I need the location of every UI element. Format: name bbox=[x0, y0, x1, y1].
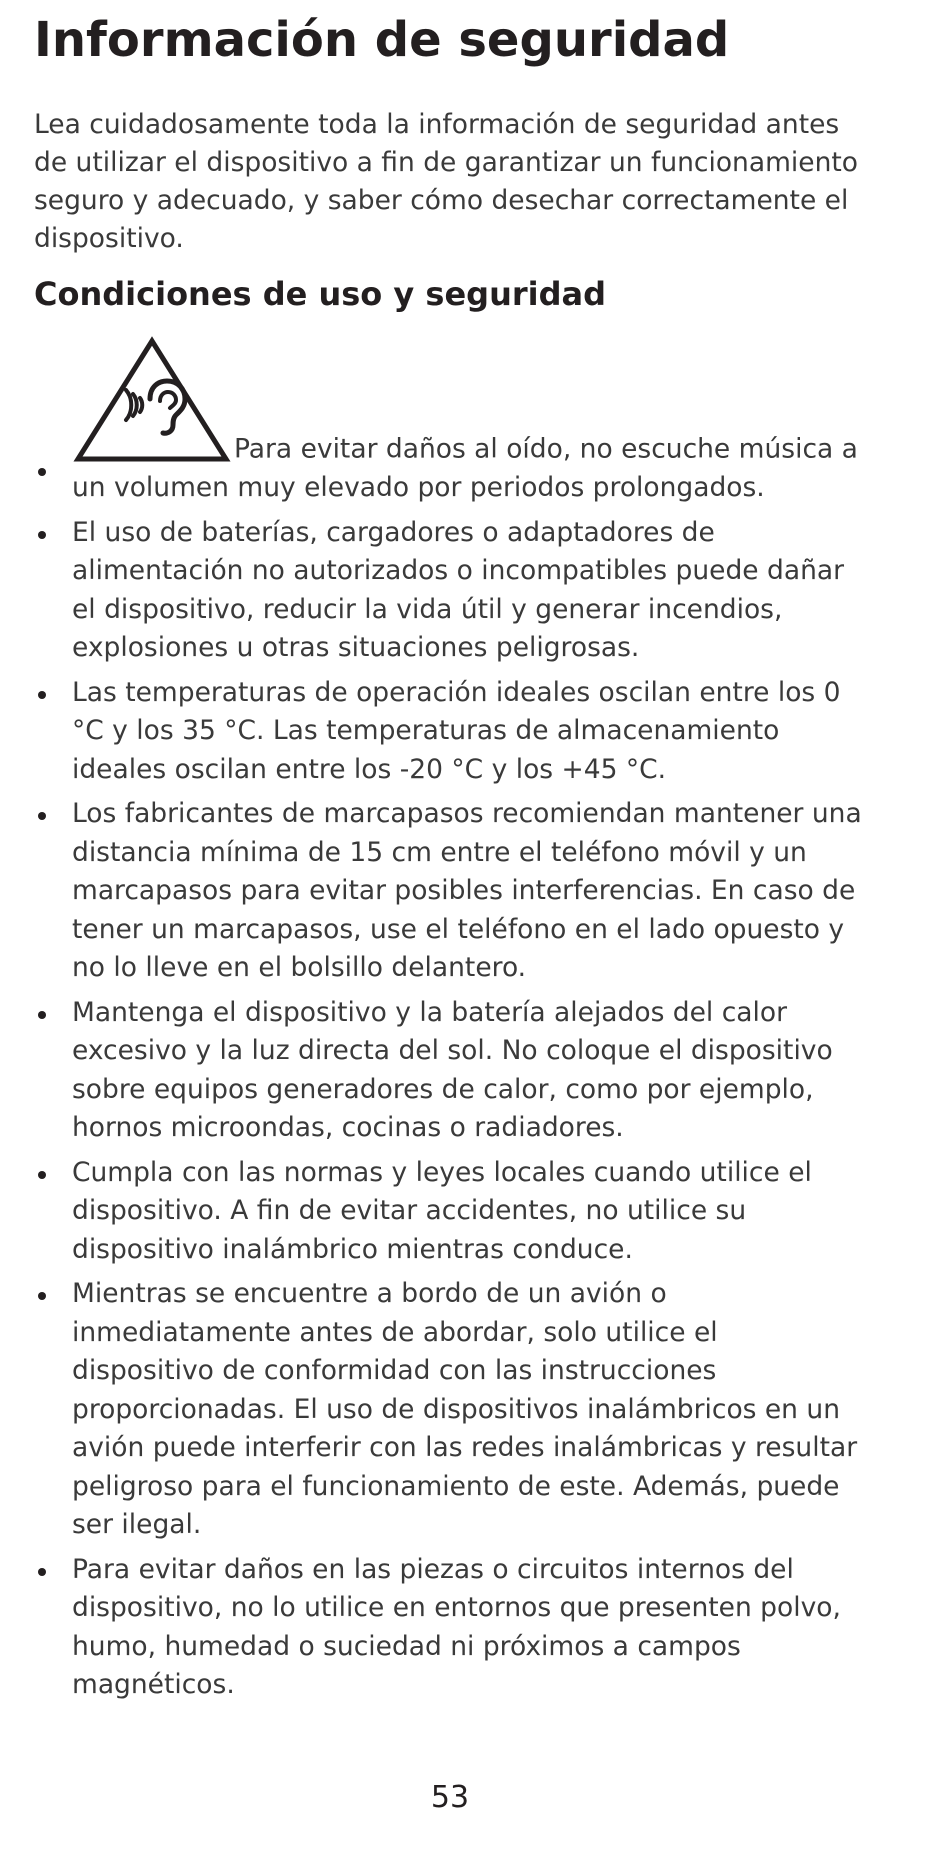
bullet-text: Mantenga el dispositivo y la batería alejados del calor excesivo y la luz directa del sol. No coloque el dispositivo sobre equipos generadores de calor, como por ejemplo, hornos microondas, cocinas o radiadores. bbox=[72, 996, 833, 1143]
page-title: Información de seguridad bbox=[34, 12, 730, 68]
intro-paragraph: Lea cuidadosamente toda la información de seguridad antes de utilizar el dispositivo a fin de garantizar un funcionamiento seguro y adecuado, y saber cómo desechar correctamente el dispositivo. bbox=[34, 109, 858, 254]
bullet-text: El uso de baterías, cargadores o adaptadores de alimentación no autorizados o incompatibles puede dañar el dispositivo, reducir la vida útil y generar incendios, explosiones u otras situaciones peligrosas. bbox=[72, 516, 844, 663]
list-item bbox=[34, 674, 864, 790]
bullet-text: Las temperaturas de operación ideales oscilan entre los 0 °C y los 35 °C. Las temperaturas de almacenamiento ideales oscilan entre los -20 °C y los +45 °C. bbox=[72, 676, 841, 785]
hearing-damage-warning-icon bbox=[72, 335, 232, 465]
bullet-text: Para evitar daños en las piezas o circuitos internos del dispositivo, no lo utilice en entornos que presenten polvo, humo, humedad o suciedad ni próximos a campos magnéticos. bbox=[72, 1553, 841, 1700]
list-item bbox=[34, 1275, 864, 1545]
bullet-text: Cumpla con las normas y leyes locales cuando utilice el dispositivo. A fin de evitar accidentes, no utilice su dispositivo inalámbrico mientras conduce. bbox=[72, 1156, 812, 1265]
list-item bbox=[34, 795, 864, 988]
list-item bbox=[34, 1551, 864, 1705]
list-item bbox=[34, 1154, 864, 1270]
bullet-text: Para evitar daños al oído, no escuche música a un volumen muy elevado por periodos prolongados. bbox=[72, 433, 858, 503]
list-item bbox=[34, 335, 864, 508]
safety-bullet-list bbox=[34, 335, 864, 1711]
bullet-text: Mientras se encuentre a bordo de un avión o inmediatamente antes de abordar, solo utilice el dispositivo de conformidad con las instrucciones proporcionadas. El uso de dispositivos inalámbricos en un avión puede interferir con las redes inalámbricas y resultar peligroso para el funcionamiento de este. Además, puede ser ilegal. bbox=[72, 1278, 858, 1540]
list-item bbox=[34, 994, 864, 1148]
section-title: Condiciones de uso y seguridad bbox=[34, 275, 607, 313]
bullet-text: Los fabricantes de marcapasos recomiendan mantener una distancia mínima de 15 cm entre el teléfono móvil y un marcapasos para evitar posibles interferencias. En caso de tener un marcapasos, use el teléfono en el lado opuesto y no lo lleve en el bolsillo delantero. bbox=[72, 798, 862, 983]
list-item bbox=[34, 514, 864, 668]
page-number: 53 bbox=[430, 1780, 470, 1815]
